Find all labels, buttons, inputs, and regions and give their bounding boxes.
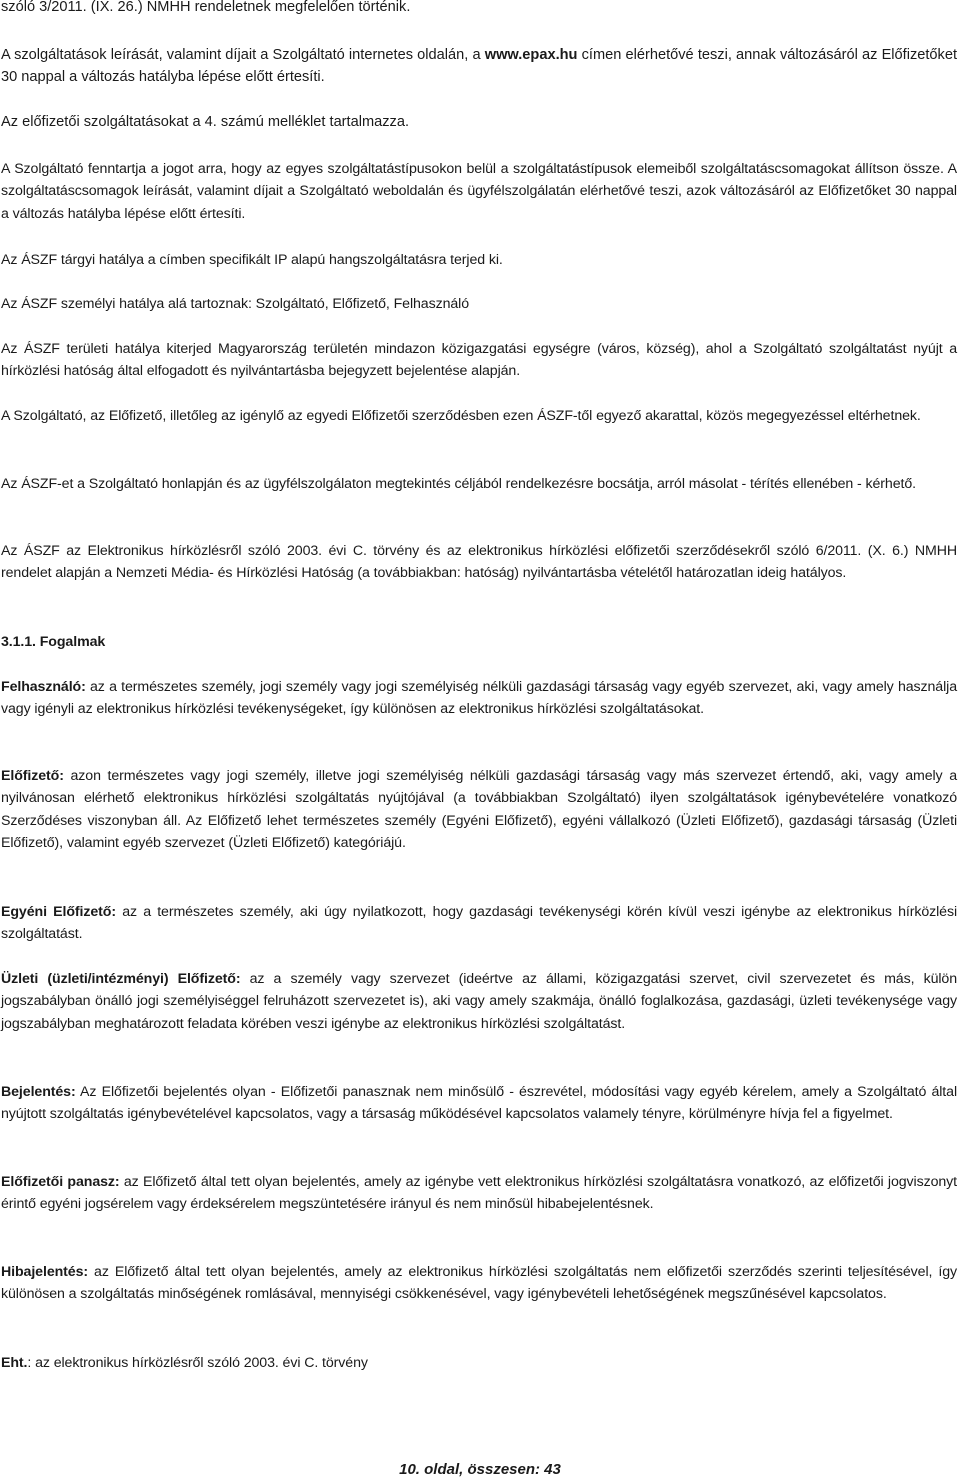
text-run: címen elérhetővé teszi, annak változásáról az Előfizetőket 30 nappal a változás hatályba lépése előtt értesíti. [1,47,958,86]
definition-hibabejelentes [1,1261,957,1306]
definition-term: Előfizető: [1,768,64,784]
definition-text: az a személy vagy szervezet (ideértve az állami, közigazgatási szervet, civil szervezetet és más, külön jogszabályban önálló jogi személyiséggel felruházott szervezetet is), aki vagy amely szakmája, önálló foglalkozása, gazdasági, üzleti tevékenysége vagy jogszabályban meghatározott feladata körében veszi igénybe az elektronikus hírközlési szolgáltatást. [1,971,957,1032]
definition-term: Bejelentés: [1,1084,76,1100]
paragraph-annex: Az előfizetői szolgáltatásokat a 4. számú melléklet tartalmazza. [1,114,409,130]
definition-bejelentes [1,1081,957,1126]
page-number: 10. oldal, összesen: 43 [399,1461,561,1478]
definition-term: Egyéni Előfizető: [1,904,116,920]
definition-term: Üzleti (üzleti/intézményi) Előfizető: [1,971,241,987]
paragraph-scope-territorial: Az ÁSZF területi hatálya kiterjed Magyarország területén mindazon közigazgatási egységre (város, község), ahol a Szolgáltató szolgáltatást nyújt a hírközlési hatóság által elfogadott és nyilvántartásba bejegyzett bejelentése alapján. [1,341,957,380]
definition-panasz [1,1171,957,1216]
paragraph-legal-basis: Az ÁSZF az Elektronikus hírközlésről szóló 2003. évi C. törvény és az elektronikus hírközlési előfizetői szerződésekről szóló 6/2011. (X. 6.) NMHH rendelet alapján a Nemzeti Média- és Hírközlési Hatóság (a továbbiakban: hatóság) nyilvántartásba vételétől határozatlan ideig hatályos. [1,543,957,582]
section-heading: 3.1.1. Fogalmak [1,634,106,650]
definition-text: az Előfizető által tett olyan bejelentés, amely az elektronikus hírközlési szolgáltatás nem előfizetői szerződés szerinti teljesítésével, így különösen a szolgáltatás minőségének romlásával, mennyiségi csökkenésével, vagy igénybevételi lehetőségének megszűnésével kapcsolatos. [1,1264,957,1303]
definition-term: Hibajelentés: [1,1264,89,1280]
paragraph-availability: Az ÁSZF-et a Szolgáltató honlapján és az ügyfélszolgálaton megtekintés céljából rendelkezésre bocsátja, arról másolat - térítés ellenében - kérhető. [1,476,916,492]
definition-term: Előfizetői panasz: [1,1174,120,1190]
definition-text: azon természetes vagy jogi személy, illetve jogi személyiség nélküli gazdasági társaság vagy más szervezet értendő, aki, vagy amely a nyilvánosan elérhető elektronikus hírközlési szolgáltatás nyújtójával (a továbbiakban Szolgáltató) ilyen szolgáltatások igénybevételére vonatkozó Szerződéses viszonyban áll. Az Előfizető lehet természetes személy (Egyéni Előfizető), egyéni vállalkozó (Üzleti Előfizető), gazdasági társaság (Üzleti Előfizető), valamint egyéb szervezet (Üzleti Előfizető) kategóriájú. [1,768,957,852]
definition-term: Eht. [1,1355,28,1371]
paragraph-deviation: A Szolgáltató, az Előfizető, illetőleg az igénylő az egyedi Előfizetői szerződésben ezen ÁSZF-től egyező akarattal, közös megegyezéssel eltérhetnek. [1,408,921,424]
definition-text: az a természetes személy, aki úgy nyilatkozott, hogy gazdasági tevékenységi körén kívül veszi igénybe az elektronikus hírközlési szolgáltatást. [1,904,957,943]
definition-uzleti [1,968,957,1035]
definition-text: az Előfizető által tett olyan bejelentés, amely az igénybe vett elektronikus hírközlési szolgáltatásra vonatkozó, az előfizetői jogviszonyt érintő egyéni jogsérelem vagy érdeksérelem megszüntetésére irányul és nem minősül hibabejelentésnek. [1,1174,957,1213]
paragraph-scope-personal: Az ÁSZF személyi hatálya alá tartoznak: Szolgáltató, Előfizető, Felhasználó [1,296,470,312]
paragraph-intro-cont: szóló 3/2011. (IX. 26.) NMHH rendeletnek megfelelően történik. [1,0,411,15]
definition-eht [1,1352,957,1374]
definition-felhasznalo [1,676,957,721]
definition-term: Felhasználó: [1,679,86,695]
paragraph-packages: A Szolgáltató fenntartja a jogot arra, hogy az egyes szolgáltatástípusokon belül a szolgáltatástípusok elemeiből szolgáltatáscsomagokat állítson össze. A szolgáltatáscsomagok leírását, valamint díjait a Szolgáltató weboldalán és ügyfélszolgálatán elérhetővé teszi, azok változásáról az Előfizetőket 30 nappal a változás hatályba lépése előtt értesíti. [1,161,957,222]
definition-text: az a természetes személy, jogi személy vagy jogi személyiség nélküli gazdasági társaság vagy egyéb szervezet, aki, vagy amely használja vagy igényli az elektronikus hírközlési tevékenységeket, így különösen az elektronikus hírközlési szolgáltatásokat. [1,679,957,718]
text-run: A szolgáltatások leírását, valamint díjait a Szolgáltató internetes oldalán, a [1,47,485,63]
definition-elofizeto [1,765,957,855]
definition-egyeni [1,901,957,946]
definition-text: Az Előfizetői bejelentés olyan - Előfizetői panasznak nem minősülő - észrevétel, módosítási vagy egyéb kérelem, amely a Szolgáltató által nyújtott szolgáltatás igénybevételével kapcsolatos, vagy a társaság működésével kapcsolatos valamely tényre, körülményre hívja fel a figyelmet. [1,1084,957,1123]
definition-text: : az elektronikus hírközlésről szóló 2003. évi C. törvény [27,1355,368,1371]
website-link[interactable]: www.epax.hu [484,47,578,63]
paragraph-scope-subject: Az ÁSZF tárgyi hatálya a címben specifikált IP alapú hangszolgáltatásra terjed ki. [1,252,503,268]
paragraph-services-pub [1,44,957,89]
